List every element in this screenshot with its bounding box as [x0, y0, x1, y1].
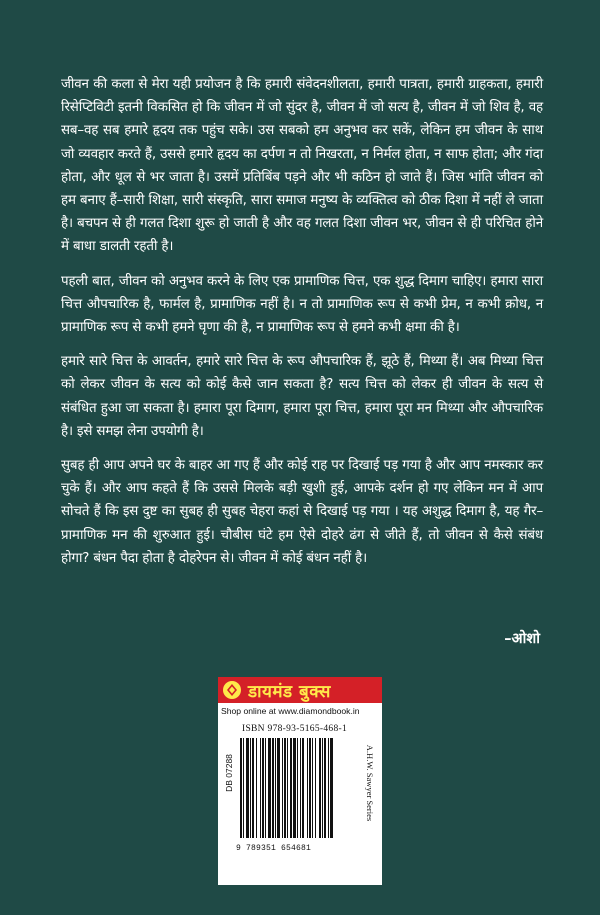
catalog-code [223, 738, 235, 808]
publisher-brand-bar [218, 677, 382, 703]
barcode-digits: 9 789351 654681 [236, 844, 312, 853]
shop-online-url: Shop online at www.diamondbook.in [221, 706, 360, 716]
publisher-barcode-box [218, 677, 382, 885]
series-label [364, 728, 376, 838]
paragraph-1: जीवन की कला से मेरा यही प्रयोजन है कि हमारी संवेदनशीलता, हमारी पात्रता, हमारी ग्राहकता, हमारी रिसेप्टिविटी इतनी विकसित हो कि जीवन में जो सुंदर है, जीवन में जो सत्य है, जीवन में जो शिव है, वह सब–वह सब हमारे हृदय तक पहुंच सके। उस सबको हम अनुभव कर सकें, लेकिन हम जीवन के साथ जो व्यवहार करते हैं, उससे हमारे हृदय का दर्पण न तो निखरता, न निर्मल होता, न साफ होता; और गंदा होता, और धूल से भर जाता है। उसमें प्रतिबिंब पड़ने और भी कठिन हो जाते हैं। जिस भांति जीवन को हम बनाए हैं–सारी शिक्षा, सारी संस्कृति, सारा समाज मनुष्य के व्यक्तित्व को ठीक दिशा में नहीं ले जाता है। बचपन से ही गलत दिशा शुरू हो जाती है और वह गलत दिशा जीवन भर, जीवन से ही परिचित होने में बाधा डालती रहती है। [61, 77, 543, 255]
diamond-books-logo-icon [222, 680, 242, 700]
paragraph-3: हमारे सारे चित्त के आवर्तन, हमारे सारे चित्त के रूप औपचारिक हैं, झूठे हैं, मिथ्या हैं। अब मिथ्या चित्त को लेकर जीवन के सत्य को कोई कैसे जान सकता है? सत्य चित्त को लेकर ही जीवन के सत्य से संबंधित हुआ जा सकता है। हमारा पूरा दिमाग, हमारा पूरा चित्त, हमारा पूरा मन मिथ्या और औपचारिक है। इसे समझ लेना उपयोगी है। [61, 354, 543, 439]
isbn-number: ISBN 978-93-5165-468-1 [242, 724, 348, 734]
barcode-area [220, 720, 380, 882]
barcode-image [238, 738, 364, 842]
author-signature: –ओशो [504, 631, 540, 647]
paragraph-2: पहली बात, जीवन को अनुभव करने के लिए एक प्रामाणिक चित्त, एक शुद्ध दिमाग चाहिए। हमारा सारा चित्त औपचारिक है, फार्मल है, प्रामाणिक नहीं है। न तो प्रामाणिक रूप से कभी प्रेम, न कभी क्रोध, न प्रामाणिक रूप से कभी हमने घृणा की है, न प्रामाणिक रूप से हमने कभी क्षमा की है। [61, 273, 543, 336]
series-label-text: A.H.W. Sawyer Series [365, 744, 376, 822]
catalog-code-text: DB 07288 [224, 754, 234, 792]
paragraph-4: सुबह ही आप अपने घर के बाहर आ गए हैं और कोई राह पर दिखाई पड़ गया है और आप नमस्कार कर चुके हैं। और आप कहते हैं कि उससे मिलके बड़ी खुशी हुई, आपके दर्शन हो गए लेकिन मन में आप सोचते हैं कि इस दुष्ट का सुबह ही सुबह चेहरा कहां से दिखाई पड़ गया । यह अशुद्ध दिमाग है, यह गैर–प्रामाणिक मन की शुरुआत हुई। चौबीस घंटे हम ऐसे दोहरे ढंग से जीते हैं, तो जीवन से कैसे संबंध होगा? बंधन पैदा होता है दोहरेपन से। जीवन में कोई बंधन नहीं है। [61, 458, 543, 566]
back-cover-text [61, 73, 543, 581]
publisher-brand-name: डायमंड बुक्स [248, 681, 331, 702]
